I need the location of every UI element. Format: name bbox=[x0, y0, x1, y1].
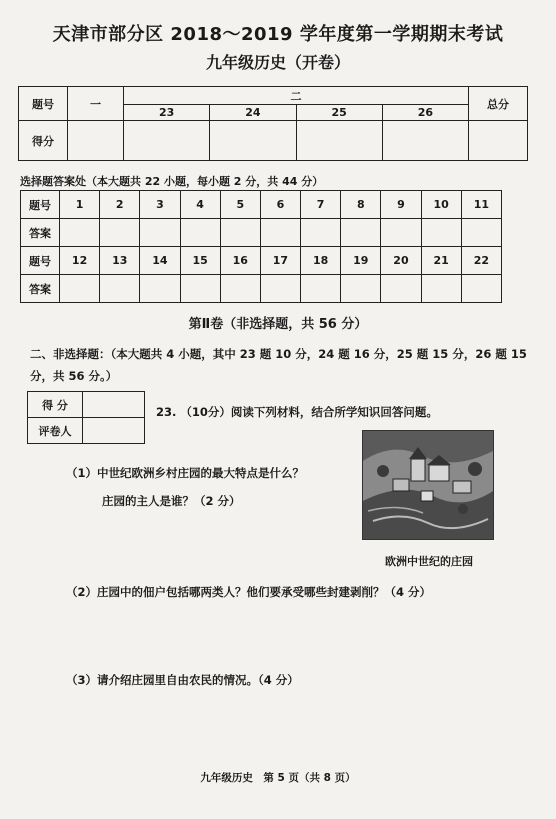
score-table bbox=[18, 86, 528, 161]
answer-cell[interactable] bbox=[60, 275, 100, 303]
answer-cell[interactable] bbox=[140, 275, 180, 303]
page-footer: 九年级历史 第 5 页（共 8 页） bbox=[200, 772, 356, 784]
volume-two-title: 第Ⅱ卷（非选择题，共 56 分） bbox=[188, 317, 368, 332]
manor-illustration bbox=[362, 430, 494, 540]
choice-number: 2 bbox=[100, 191, 140, 219]
answer-cell[interactable] bbox=[100, 275, 140, 303]
answer-cell[interactable] bbox=[381, 275, 421, 303]
choice-number: 13 bbox=[100, 247, 140, 275]
grader-name-label: 评卷人 bbox=[28, 418, 83, 444]
answer-cell[interactable] bbox=[220, 219, 260, 247]
score-cell[interactable] bbox=[68, 121, 124, 161]
choice-number: 19 bbox=[341, 247, 381, 275]
exam-subtitle: 九年级历史（开卷） bbox=[205, 53, 350, 72]
grader-score-label: 得 分 bbox=[28, 392, 83, 418]
exam-title: 天津市部分区 2018～2019 学年度第一学期期末考试 bbox=[52, 24, 504, 45]
answer-cell[interactable] bbox=[461, 275, 501, 303]
choice-number: 20 bbox=[381, 247, 421, 275]
answer-cell[interactable] bbox=[381, 219, 421, 247]
answer-cell[interactable] bbox=[100, 219, 140, 247]
manor-image-caption: 欧洲中世纪的庄园 bbox=[385, 555, 473, 568]
answer-cell[interactable] bbox=[260, 219, 300, 247]
question-23-prompt: 23. （10分）阅读下列材料，结合所学知识回答问题。 bbox=[156, 405, 438, 419]
choice-number: 21 bbox=[421, 247, 461, 275]
manor-drawing bbox=[363, 431, 493, 539]
choice-number: 6 bbox=[260, 191, 300, 219]
answer-cell[interactable] bbox=[301, 219, 341, 247]
grader-score-cell[interactable] bbox=[83, 392, 145, 418]
choice-number: 11 bbox=[461, 191, 501, 219]
score-cell[interactable] bbox=[382, 121, 468, 161]
choice-number: 14 bbox=[140, 247, 180, 275]
question-number-label: 题号 bbox=[19, 87, 68, 121]
answer-cell[interactable] bbox=[301, 275, 341, 303]
score-cell[interactable] bbox=[296, 121, 382, 161]
choice-number: 1 bbox=[60, 191, 100, 219]
grader-name-cell[interactable] bbox=[83, 418, 145, 444]
choice-number: 9 bbox=[381, 191, 421, 219]
answer-cell[interactable] bbox=[180, 219, 220, 247]
answer-cell[interactable] bbox=[220, 275, 260, 303]
sub-question-24: 24 bbox=[210, 105, 296, 121]
answer-row-label: 答案 bbox=[21, 275, 60, 303]
choice-number: 8 bbox=[341, 191, 381, 219]
choice-number: 22 bbox=[461, 247, 501, 275]
answer-row-label: 答案 bbox=[21, 219, 60, 247]
choice-number: 10 bbox=[421, 191, 461, 219]
choice-number: 15 bbox=[180, 247, 220, 275]
score-cell[interactable] bbox=[124, 121, 210, 161]
choice-caption: 选择题答案处（本大题共 22 小题，每小题 2 分，共 44 分） bbox=[20, 175, 324, 188]
choice-row-label: 题号 bbox=[21, 191, 60, 219]
choice-answer-table bbox=[20, 190, 502, 303]
choice-number: 16 bbox=[220, 247, 260, 275]
choice-number: 17 bbox=[260, 247, 300, 275]
sub-question-23: 23 bbox=[124, 105, 210, 121]
section-two-heading: 二、非选择题：（本大题共 4 小题，其中 23 题 10 分，24 题 16 分，25 题 15 分，26 题 15 分，共 56 分。） bbox=[30, 347, 527, 383]
answer-cell[interactable] bbox=[260, 275, 300, 303]
question-23-part1: （1）中世纪欧洲乡村庄园的最大特点是什么？ bbox=[66, 466, 304, 480]
sub-question-25: 25 bbox=[296, 105, 382, 121]
choice-number: 3 bbox=[140, 191, 180, 219]
question-23-part2: （2）庄园中的佃户包括哪两类人？他们要承受哪些封建剥削？（4 分） bbox=[66, 585, 432, 599]
choice-number: 5 bbox=[220, 191, 260, 219]
question-23-part3: （3）请介绍庄园里自由农民的情况。（4 分） bbox=[66, 673, 299, 687]
question-23-part1b: 庄园的主人是谁？（2 分） bbox=[102, 494, 241, 508]
score-cell[interactable] bbox=[210, 121, 296, 161]
answer-cell[interactable] bbox=[461, 219, 501, 247]
choice-number: 4 bbox=[180, 191, 220, 219]
answer-cell[interactable] bbox=[180, 275, 220, 303]
sub-question-26: 26 bbox=[382, 105, 468, 121]
choice-number: 7 bbox=[301, 191, 341, 219]
total-score-header: 总分 bbox=[469, 87, 528, 121]
answer-cell[interactable] bbox=[421, 275, 461, 303]
part-two-header: 二 bbox=[124, 87, 469, 105]
answer-cell[interactable] bbox=[140, 219, 180, 247]
choice-row-label: 题号 bbox=[21, 247, 60, 275]
answer-cell[interactable] bbox=[421, 219, 461, 247]
part-one-header: 一 bbox=[68, 87, 124, 121]
answer-cell[interactable] bbox=[341, 219, 381, 247]
choice-number: 12 bbox=[60, 247, 100, 275]
answer-cell[interactable] bbox=[60, 219, 100, 247]
score-row-label: 得分 bbox=[19, 121, 68, 161]
score-cell[interactable] bbox=[469, 121, 528, 161]
grader-table bbox=[27, 391, 145, 444]
answer-cell[interactable] bbox=[341, 275, 381, 303]
choice-number: 18 bbox=[301, 247, 341, 275]
